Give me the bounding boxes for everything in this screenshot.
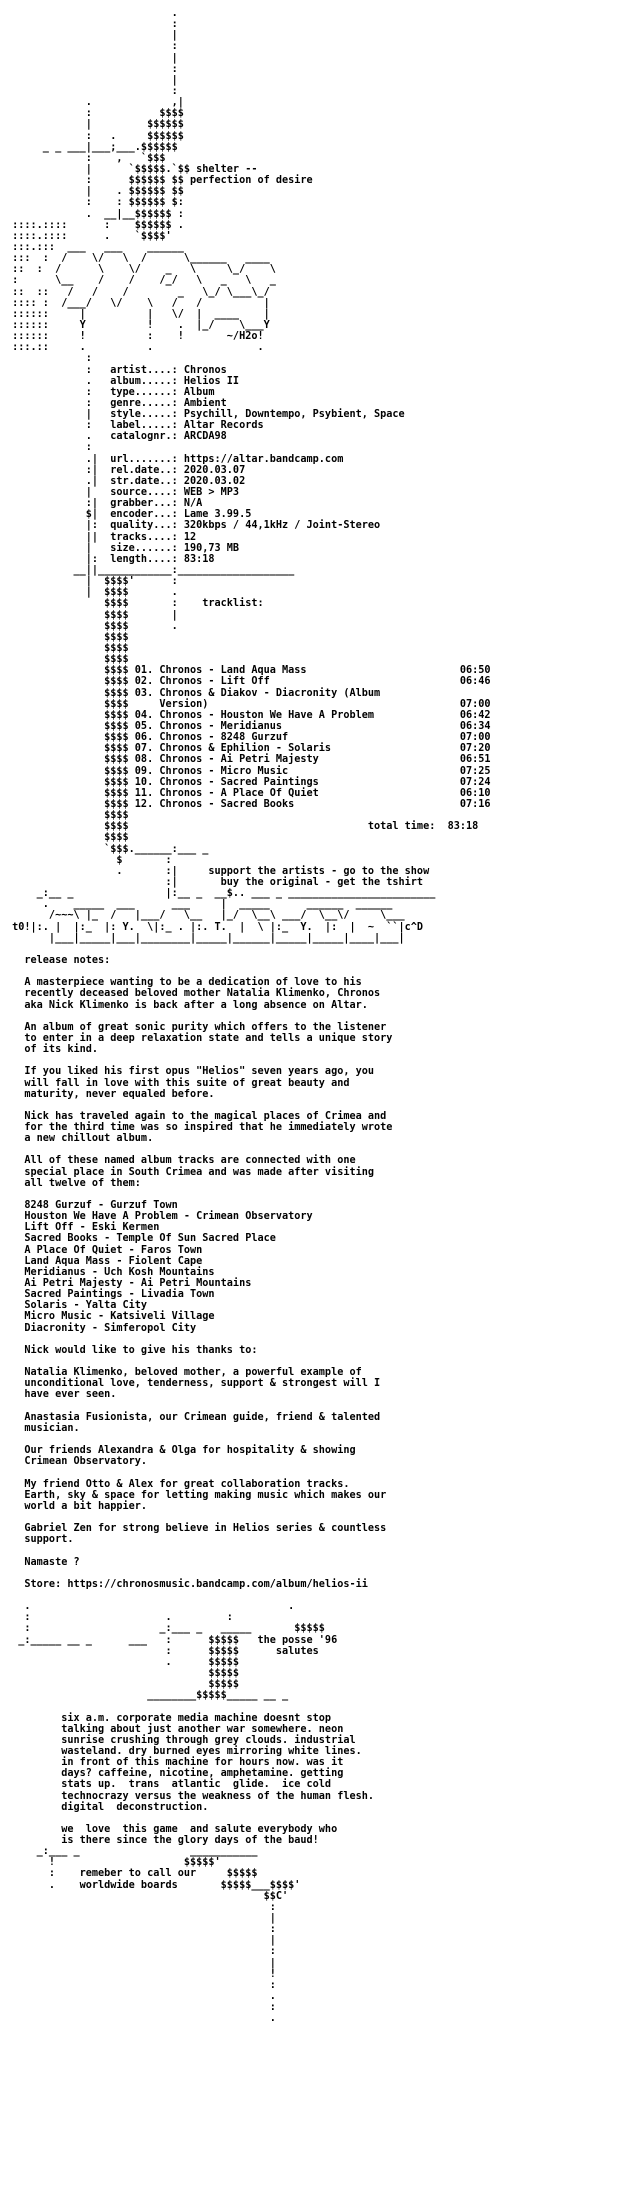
nfo-line: Land Aqua Mass - Fiolent Cape: [6, 1255, 203, 1267]
nfo-line: Nick would like to give his thanks to:: [6, 1344, 258, 1356]
nfo-line: :| grabber...: N/A: [6, 498, 203, 510]
nfo-line: Earth, sky & space for letting making music which makes our: [6, 1489, 387, 1501]
nfo-line: Gabriel Zen for strong believe in Helios series & countless: [6, 1523, 387, 1535]
nfo-line: for the third time was so inspired that he immediately wrote: [6, 1122, 393, 1134]
nfo-line: . $$$$$: [6, 1656, 240, 1668]
nfo-line: $$$$ 03. Chronos & Diakov - Diacronity (Album: [6, 687, 381, 699]
nfo-line: | $$$$ .: [6, 587, 178, 599]
nfo-line: days? caffeine, nicotine, amphetamine. getting: [6, 1768, 344, 1780]
nfo-line: | style.....: Psychill, Downtempo, Psybient, Space: [6, 409, 405, 421]
nfo-line: | size......: 190,73 MB: [6, 542, 240, 554]
nfo-line: $$$$ 01. Chronos - Land Aqua Mass 06:50: [6, 665, 491, 677]
nfo-line: :: [6, 1901, 276, 1913]
nfo-line: .: [6, 1991, 276, 2003]
nfo-line: $$$$: [6, 810, 129, 822]
nfo-line: : . $$$$$$: [6, 130, 184, 142]
nfo-line: /~~~\ |_ / |___/ \__ |_/ \__\ ___/ \__\/ \___: [6, 910, 405, 922]
nfo-line: of its kind.: [6, 1044, 99, 1056]
nfo-line: . .: [6, 1601, 295, 1613]
nfo-line: Namaste ?: [6, 1556, 80, 1568]
nfo-line: musician.: [6, 1422, 80, 1434]
nfo-line: .: [6, 8, 178, 19]
nfo-line: $$$$ 07. Chronos & Ephilion - Solaris 07:20: [6, 743, 491, 755]
nfo-line: :::::: ! : ! ~/H2o!: [6, 331, 264, 343]
nfo-line: support.: [6, 1534, 74, 1546]
nfo-line: $$$$ total time: 83:18: [6, 821, 479, 833]
nfo-line: |: [6, 1913, 276, 1925]
nfo-line: to enter in a deep relaxation state and tells a unique story: [6, 1032, 393, 1044]
nfo-line: aka Nick Klimenko is back after a long absence on Altar.: [6, 999, 368, 1011]
nfo-line: _:_____ __ _ ___ : $$$$$ the posse '96: [6, 1634, 338, 1646]
nfo-line: is there since the glory days of the baud!: [6, 1835, 319, 1847]
nfo-line: :: [6, 1924, 276, 1936]
nfo-line: Natalia Klimenko, beloved mother, a powerful example of: [6, 1367, 362, 1379]
nfo-line: |: [6, 1935, 276, 1947]
nfo-line: wasteland. dry burned eyes mirroring white lines.: [6, 1745, 362, 1757]
nfo-line: $$$$ 12. Chronos - Sacred Books 07:16: [6, 798, 491, 810]
nfo-line: .| str.date..: 2020.03.02: [6, 475, 246, 487]
nfo-line: Sacred Books - Temple Of Sun Sacred Place: [6, 1233, 276, 1245]
nfo-line: we love this game and salute everybody who: [6, 1823, 338, 1835]
nfo-line: 8248 Gurzuf - Gurzuf Town: [6, 1200, 178, 1212]
nfo-line: : $$$$$$ $$ perfection of desire: [6, 175, 313, 187]
nfo-line: : : $$$$$$ $:: [6, 197, 184, 209]
nfo-line: :: [6, 442, 92, 454]
nfo-line: : . :: [6, 1612, 233, 1624]
nfo-line: Anastasia Fusionista, our Crimean guide, friend & talented: [6, 1411, 381, 1423]
nfo-line: __||____________:___________________: [6, 565, 295, 577]
nfo-line: . catalognr.: ARCDA98: [6, 431, 227, 443]
nfo-line: $$$$ 06. Chronos - 8248 Gurzuf 07:00: [6, 732, 491, 744]
nfo-line: ________$$$$$_____ __ _: [6, 1690, 289, 1702]
nfo-line: Ai Petri Majesty - Ai Petri Mountains: [6, 1278, 252, 1290]
nfo-line: _:___ _ ___________: [6, 1846, 258, 1858]
nfo-line: Meridianus - Uch Kosh Mountains: [6, 1266, 215, 1278]
nfo-line: : genre.....: Ambient: [6, 397, 227, 409]
nfo-line: :: :: / / / _ \_/ \___\_/: [6, 286, 270, 298]
nfo-line: $$$$ 04. Chronos - Houston We Have A Problem 06:42: [6, 709, 491, 721]
nfo-line: | source....: WEB > MP3: [6, 487, 240, 499]
nfo-line: ::::.:::: : $$$$$$ .: [6, 219, 184, 231]
nfo-line: |: [6, 1957, 276, 1969]
nfo-line: recently deceased beloved mother Natalia Klimenko, Chronos: [6, 988, 381, 1000]
nfo-line: :: [6, 63, 178, 75]
nfo-line: $$C': [6, 1890, 289, 1902]
nfo-line: :: [6, 1946, 276, 1958]
nfo-line: . album.....: Helios II: [6, 375, 240, 387]
nfo-line: | . $$$$$$ $$: [6, 186, 184, 198]
nfo-line: $$$$: [6, 643, 129, 655]
nfo-line: world a bit happier.: [6, 1500, 148, 1512]
nfo-line: `$$$.______:___ _: [6, 843, 209, 855]
nfo-line: $$$$ Version) 07:00: [6, 698, 491, 710]
nfo-text-art: [6, 8, 618, 2024]
nfo-line: :::::: | | \/ | ____ |: [6, 308, 270, 320]
nfo-line: $$$$: [6, 832, 129, 844]
nfo-line: have ever seen.: [6, 1389, 117, 1401]
nfo-line: Sacred Paintings - Livadia Town: [6, 1289, 215, 1301]
nfo-line: !: [6, 1968, 276, 1980]
nfo-line: ! $$$$$': [6, 1857, 221, 1869]
nfo-line: talking about just another war somewhere. neon: [6, 1723, 344, 1735]
nfo-line: |: [6, 52, 178, 64]
nfo-line: a new chillout album.: [6, 1133, 154, 1145]
nfo-line: Micro Music - Katsiveli Village: [6, 1311, 215, 1323]
nfo-line: :::::: Y ! . |_/ \___Y: [6, 319, 270, 331]
nfo-line: $$$$ 05. Chronos - Meridianus 06:34: [6, 721, 491, 732]
nfo-line: t0!|:. | |:_ |: Y. \|:_ . |:. T. | \ |:_ Y. |: | ~ ``|c^D: [6, 921, 424, 933]
nfo-line: Our friends Alexandra & Olga for hospitality & showing: [6, 1445, 356, 1457]
nfo-line: |: length....: 83:18: [6, 553, 215, 565]
nfo-line: . ,|: [6, 97, 184, 109]
nfo-line: _ _ ___|___;___.$$$$$$: [6, 141, 178, 153]
nfo-line: $$$$: [6, 631, 129, 643]
nfo-line: || tracks....: 12: [6, 531, 197, 543]
nfo-line: .: [6, 2013, 276, 2025]
nfo-line: $$$$ .: [6, 620, 178, 632]
nfo-line: | $$$$' :: [6, 576, 178, 588]
nfo-line: $$$$: [6, 654, 129, 666]
nfo-line: ::::.:::: . `$$$$': [6, 230, 172, 242]
nfo-line: : remeber to call our $$$$$: [6, 1868, 258, 1880]
nfo-line: .| url.......: https://altar.bandcamp.com: [6, 453, 344, 465]
nfo-line: | $$$$$$: [6, 119, 184, 131]
nfo-line: unconditional love, tenderness, support & strongest will I: [6, 1378, 381, 1390]
nfo-line: If you liked his first opus "Helios" seven years ago, you: [6, 1066, 375, 1078]
nfo-line: :: [6, 41, 178, 53]
nfo-line: : $$$$$ salutes: [6, 1645, 319, 1657]
nfo-line: ::: : / \/ \ / \______ ____: [6, 253, 270, 265]
nfo-line: Lift Off - Eski Kermen: [6, 1222, 160, 1234]
nfo-line: Solaris - Yalta City: [6, 1300, 148, 1312]
nfo-line: : $$$$: [6, 108, 184, 120]
nfo-line: $$$$ 02. Chronos - Lift Off 06:46: [6, 676, 491, 688]
nfo-line: :| buy the original - get the tshirt: [6, 876, 424, 888]
nfo-line: in front of this machine for hours now. was it: [6, 1757, 344, 1769]
nfo-line: $$$$ 11. Chronos - A Place Of Quiet 06:10: [6, 787, 491, 799]
nfo-line: : label.....: Altar Records: [6, 420, 264, 432]
nfo-line: An album of great sonic purity which offers to the listener: [6, 1021, 387, 1033]
nfo-line: Diacronity - Simferopol City: [6, 1322, 197, 1334]
nfo-line: All of these named album tracks are connected with one: [6, 1155, 356, 1167]
nfo-line: |: [6, 74, 178, 86]
nfo-line: :| rel.date..: 2020.03.07: [6, 464, 246, 476]
nfo-line: My friend Otto & Alex for great collaboration tracks.: [6, 1478, 350, 1490]
nfo-line: all twelve of them:: [6, 1177, 141, 1189]
nfo-line: : , `$$$: [6, 152, 166, 164]
nfo-line: A Place Of Quiet - Faros Town: [6, 1244, 203, 1256]
nfo-line: : \__ / / /_/ \ _ \ _: [6, 275, 276, 287]
nfo-line: :::: : /___/ \/ \ / / |: [6, 297, 270, 309]
nfo-line: |___|_____|___|________|_____|______|_____|_____|____|___|: [6, 932, 405, 944]
nfo-line: $$$$ |: [6, 609, 178, 621]
nfo-line: . worldwide boards $$$$$___$$$$': [6, 1879, 301, 1891]
nfo-line: : artist....: Chronos: [6, 364, 227, 376]
nfo-line: :::.::: ___ ___ ______: [6, 241, 184, 253]
nfo-line: $| encoder...: Lame 3.99.5: [6, 509, 252, 521]
nfo-line: : _:___ _ _____ $$$$$: [6, 1623, 325, 1635]
nfo-line: Nick has traveled again to the magical places of Crimea and: [6, 1110, 387, 1122]
nfo-line: |: [6, 30, 178, 42]
nfo-line: digital deconstruction.: [6, 1801, 209, 1813]
nfo-line: stats up. trans atlantic glide. ice cold: [6, 1779, 332, 1791]
nfo-line: :: [6, 85, 178, 97]
nfo-line: . __|__$$$$$$ :: [6, 208, 184, 220]
nfo-line: Store: https://chronosmusic.bandcamp.com/album/helios-ii: [6, 1578, 368, 1590]
nfo-line: :: [6, 19, 178, 31]
nfo-line: will fall in love with this suite of great beauty and: [6, 1077, 350, 1089]
nfo-line: Crimean Observatory.: [6, 1456, 148, 1468]
nfo-line: | `$$$$$.`$$ shelter --: [6, 163, 258, 175]
nfo-line: release notes:: [6, 954, 111, 966]
nfo-line: $$$$ 08. Chronos - Ai Petri Majesty 06:51: [6, 754, 491, 766]
nfo-line: technocrazy versus the weakness of the human flesh.: [6, 1790, 375, 1802]
nfo-line: $$$$ 09. Chronos - Micro Music 07:25: [6, 765, 491, 777]
nfo-line: A masterpiece wanting to be a dedication of love to his: [6, 977, 362, 989]
nfo-line: . :| support the artists - go to the show: [6, 865, 430, 877]
nfo-line: :::.:: . . .: [6, 342, 264, 354]
nfo-line: _:__ _ |:__ _ __$.. ___ _ ________________________: [6, 888, 436, 900]
nfo-line: sunrise crushing through grey clouds. industrial: [6, 1734, 356, 1746]
nfo-line: six a.m. corporate media machine doesnt stop: [6, 1712, 332, 1724]
nfo-line: Houston We Have A Problem - Crimean Observatory: [6, 1211, 313, 1223]
nfo-line: $$$$ : tracklist:: [6, 598, 264, 610]
nfo-line: : type......: Album: [6, 386, 215, 398]
nfo-line: special place in South Crimea and was made after visiting: [6, 1166, 375, 1178]
nfo-line: :: [6, 1979, 276, 1991]
nfo-line: :: : / \ \/ _ \ \_/ \: [6, 264, 276, 276]
nfo-line: . _____ ___ ___ | _____ ______ ______: [6, 899, 393, 911]
nfo-line: :: [6, 353, 92, 365]
nfo-line: $$$$ 10. Chronos - Sacred Paintings 07:24: [6, 776, 491, 788]
nfo-line: maturity, never equaled before.: [6, 1088, 215, 1100]
nfo-line: $$$$$: [6, 1679, 240, 1691]
nfo-line: $$$$$: [6, 1667, 240, 1679]
nfo-line: :: [6, 2002, 276, 2014]
nfo-line: |: quality...: 320kbps / 44,1kHz / Joint-Stereo: [6, 520, 381, 532]
nfo-line: $ :: [6, 854, 172, 866]
